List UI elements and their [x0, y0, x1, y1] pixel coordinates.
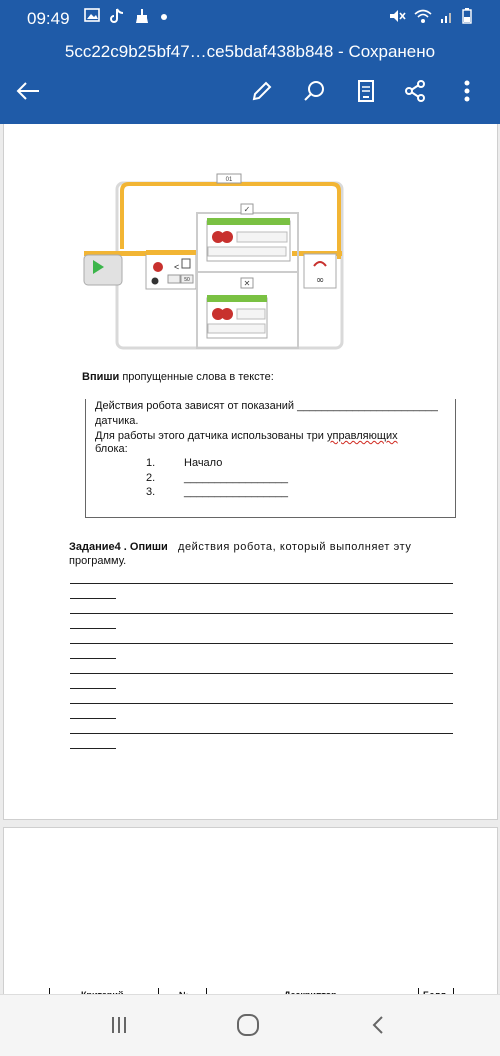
battery-icon — [462, 8, 472, 27]
box-line-2: датчика. — [95, 415, 139, 427]
status-system-icons — [388, 8, 472, 27]
system-navigation-bar — [0, 994, 500, 1056]
list-num-2: 2. — [146, 472, 156, 484]
task-4-line-2: программу. — [69, 555, 127, 567]
answer-line — [70, 613, 453, 614]
dot-icon — [160, 8, 168, 28]
signal-icon — [440, 8, 454, 27]
document-page-2 — [3, 827, 498, 995]
status-time: 09:49 — [27, 9, 70, 28]
answer-line-end — [70, 748, 116, 749]
search-icon — [302, 79, 326, 108]
answer-line — [70, 733, 453, 734]
answer-line-end — [70, 598, 116, 599]
fill-in-box — [85, 399, 456, 518]
fill-in-prompt: Впиши пропущенные слова в тексте: — [82, 371, 274, 383]
pencil-icon — [250, 79, 274, 108]
answer-line-end — [70, 688, 116, 689]
chevron-left-icon — [364, 1024, 394, 1041]
list-num-1: 1. — [146, 457, 156, 469]
status-notification-icons — [84, 8, 168, 28]
answer-line — [70, 673, 453, 674]
gallery-icon — [84, 8, 100, 28]
list-item-3: _________________ — [184, 486, 289, 498]
answer-line — [70, 583, 453, 584]
box-line-4: блока: — [95, 443, 128, 455]
task-4-heading: Задание4 . Опиши действия робота, который выполняет эту — [69, 541, 412, 553]
recent-apps-icon — [104, 1024, 134, 1041]
answer-line-end — [70, 628, 116, 629]
more-options-button[interactable] — [450, 76, 484, 110]
mute-icon — [388, 8, 406, 27]
system-back-button[interactable] — [364, 1013, 394, 1037]
share-button[interactable] — [398, 76, 432, 110]
phone-layout-icon — [356, 79, 376, 108]
recent-apps-button[interactable] — [104, 1013, 134, 1037]
back-arrow-icon — [15, 81, 41, 106]
list-item-1: Начало — [184, 457, 223, 469]
box-line-1: Действия робота зависят от показаний _______________________ — [95, 400, 438, 412]
threshold-value: 50 — [184, 277, 190, 283]
share-icon — [403, 79, 427, 108]
svg-text:<: < — [174, 262, 180, 272]
document-page-1 — [3, 124, 498, 820]
list-num-3: 3. — [146, 486, 156, 498]
home-button[interactable] — [233, 1013, 263, 1037]
tiktok-icon — [110, 8, 124, 28]
box-line-3: Для работы этого датчика использованы три управляющих — [95, 430, 398, 442]
answer-line-end — [70, 658, 116, 659]
document-title: 5cc22c9b25bf47…ce5bdaf438b848 - Сохранено — [64, 42, 436, 61]
status-bar — [0, 0, 500, 36]
ev3-program-diagram — [82, 171, 357, 361]
reading-view-button[interactable] — [349, 76, 383, 110]
cleaner-icon — [134, 8, 150, 28]
answer-line — [70, 643, 453, 644]
back-button[interactable] — [11, 76, 45, 110]
search-button[interactable] — [297, 76, 331, 110]
list-item-2: _________________ — [184, 472, 289, 484]
answer-line — [70, 703, 453, 704]
document-viewer[interactable] — [0, 124, 500, 994]
more-vertical-icon — [463, 79, 471, 108]
switch-true-label: ✓ — [243, 205, 251, 214]
loop-label: 01 — [225, 177, 233, 183]
edit-button[interactable] — [245, 76, 279, 110]
wifi-icon — [414, 8, 432, 27]
answer-line-end — [70, 718, 116, 719]
home-icon — [233, 1024, 263, 1041]
switch-false-label: ✕ — [243, 279, 251, 288]
loop-end-symbol: ∞ — [315, 275, 325, 286]
app-top-bar — [0, 0, 500, 124]
